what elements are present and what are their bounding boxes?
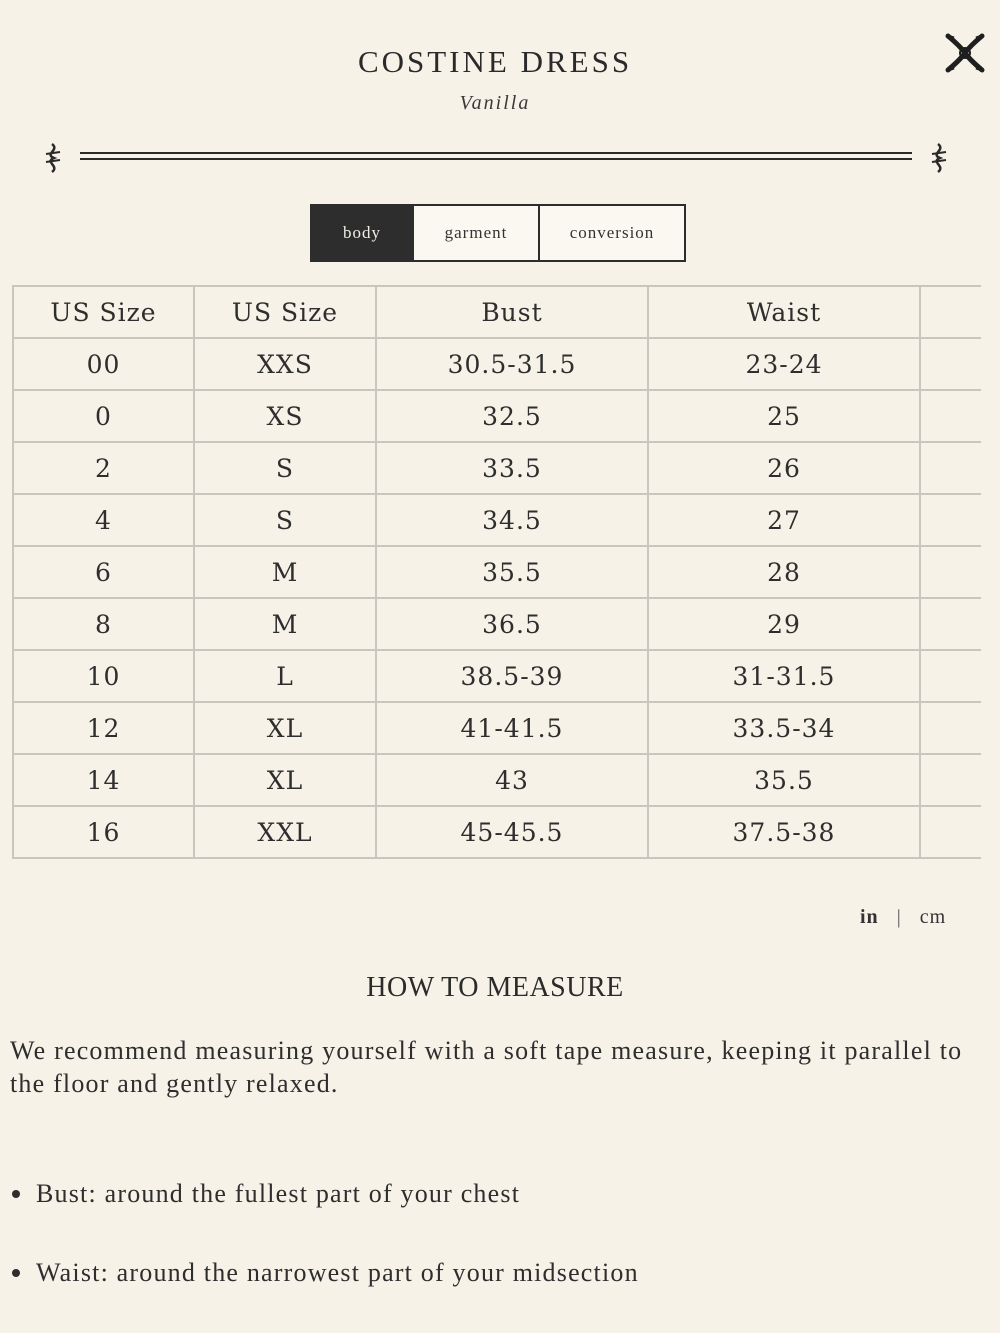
waist-cell: 33.5-34: [648, 702, 920, 754]
table-row: [13, 806, 981, 858]
us-size-letter-cell: XL: [194, 754, 376, 806]
list-item-bust: [10, 1172, 990, 1251]
us-size-numeric-cell: 14: [13, 754, 194, 806]
cutoff-cell: [920, 806, 981, 858]
us-size-numeric-cell: 12: [13, 702, 194, 754]
table-row: [13, 442, 981, 494]
us-size-numeric-cell: 00: [13, 338, 194, 390]
cutoff-cell: [920, 494, 981, 546]
us-size-letter-cell: XXL: [194, 806, 376, 858]
table-header-row: [13, 286, 981, 338]
unit-cm-option[interactable]: cm: [919, 906, 947, 928]
bust-cell: 45-45.5: [376, 806, 648, 858]
product-color: Vanilla: [459, 92, 531, 114]
waist-cell: 28: [648, 546, 920, 598]
bust-cell: 41-41.5: [376, 702, 648, 754]
cutoff-cell: [920, 702, 981, 754]
bust-instruction: Bust: around the fullest part of your chest: [36, 1179, 521, 1208]
cutoff-cell: [920, 598, 981, 650]
cutoff-cell: [920, 754, 981, 806]
waist-instruction: Waist: around the narrowest part of your midsection: [36, 1258, 639, 1287]
us-size-letter-cell: S: [194, 442, 376, 494]
bust-cell: 43: [376, 754, 648, 806]
cutoff-cell: [920, 442, 981, 494]
table-row: [13, 338, 981, 390]
us-size-letter-cell: S: [194, 494, 376, 546]
header-waist: Waist: [648, 286, 920, 338]
waist-cell: 37.5-38: [648, 806, 920, 858]
tab-body[interactable]: body: [312, 206, 412, 260]
bust-cell: 35.5: [376, 546, 648, 598]
us-size-letter-cell: M: [194, 546, 376, 598]
table-row: [13, 598, 981, 650]
list-item-waist: [10, 1251, 990, 1330]
bust-cell: 34.5: [376, 494, 648, 546]
waist-cell: 29: [648, 598, 920, 650]
bullet-icon: [12, 1269, 20, 1277]
bust-cell: 32.5: [376, 390, 648, 442]
how-to-measure-heading: HOW TO MEASURE: [366, 972, 624, 1003]
us-size-numeric-cell: 8: [13, 598, 194, 650]
us-size-letter-cell: XS: [194, 390, 376, 442]
us-size-numeric-cell: 10: [13, 650, 194, 702]
header-bust: Bust: [376, 286, 648, 338]
size-table: [12, 285, 981, 859]
us-size-numeric-cell: 6: [13, 546, 194, 598]
close-button[interactable]: [940, 28, 990, 78]
cutoff-cell: [920, 338, 981, 390]
waist-cell: 27: [648, 494, 920, 546]
waist-cell: 26: [648, 442, 920, 494]
unit-separator: |: [896, 906, 902, 928]
table-row: [13, 390, 981, 442]
cutoff-cell: [920, 650, 981, 702]
header-cutoff-column: [920, 286, 981, 338]
bust-cell: 38.5-39: [376, 650, 648, 702]
unit-in-option[interactable]: in: [860, 906, 879, 928]
measure-instructions-list: [10, 1172, 990, 1330]
us-size-numeric-cell: 4: [13, 494, 194, 546]
waist-cell: 25: [648, 390, 920, 442]
us-size-letter-cell: M: [194, 598, 376, 650]
waist-cell: 31-31.5: [648, 650, 920, 702]
tab-conversion[interactable]: conversion: [538, 206, 684, 260]
unit-toggle: [860, 906, 946, 929]
table-row: [13, 650, 981, 702]
header-us-size-letter: US Size: [194, 286, 376, 338]
product-title: COSTINE DRESS: [357, 44, 633, 79]
size-chart-tabs: [310, 204, 686, 262]
waist-cell: 23-24: [648, 338, 920, 390]
table-row: [13, 754, 981, 806]
close-x-icon: [940, 28, 990, 78]
tab-garment[interactable]: garment: [412, 206, 538, 260]
us-size-numeric-cell: 0: [13, 390, 194, 442]
header-us-size-numeric: US Size: [13, 286, 194, 338]
waist-cell: 35.5: [648, 754, 920, 806]
cutoff-cell: [920, 546, 981, 598]
us-size-letter-cell: XXS: [194, 338, 376, 390]
us-size-numeric-cell: 2: [13, 442, 194, 494]
table-row: [13, 494, 981, 546]
bust-cell: 33.5: [376, 442, 648, 494]
bust-cell: 30.5-31.5: [376, 338, 648, 390]
ornamental-divider: [40, 138, 960, 178]
bullet-icon: [12, 1190, 20, 1198]
cutoff-cell: [920, 390, 981, 442]
us-size-numeric-cell: 16: [13, 806, 194, 858]
bust-cell: 36.5: [376, 598, 648, 650]
us-size-letter-cell: L: [194, 650, 376, 702]
table-row: [13, 546, 981, 598]
how-to-measure-intro: We recommend measuring yourself with a soft tape measure, keeping it parallel to the floor and gently relaxed.: [10, 1036, 963, 1098]
us-size-letter-cell: XL: [194, 702, 376, 754]
table-row: [13, 702, 981, 754]
